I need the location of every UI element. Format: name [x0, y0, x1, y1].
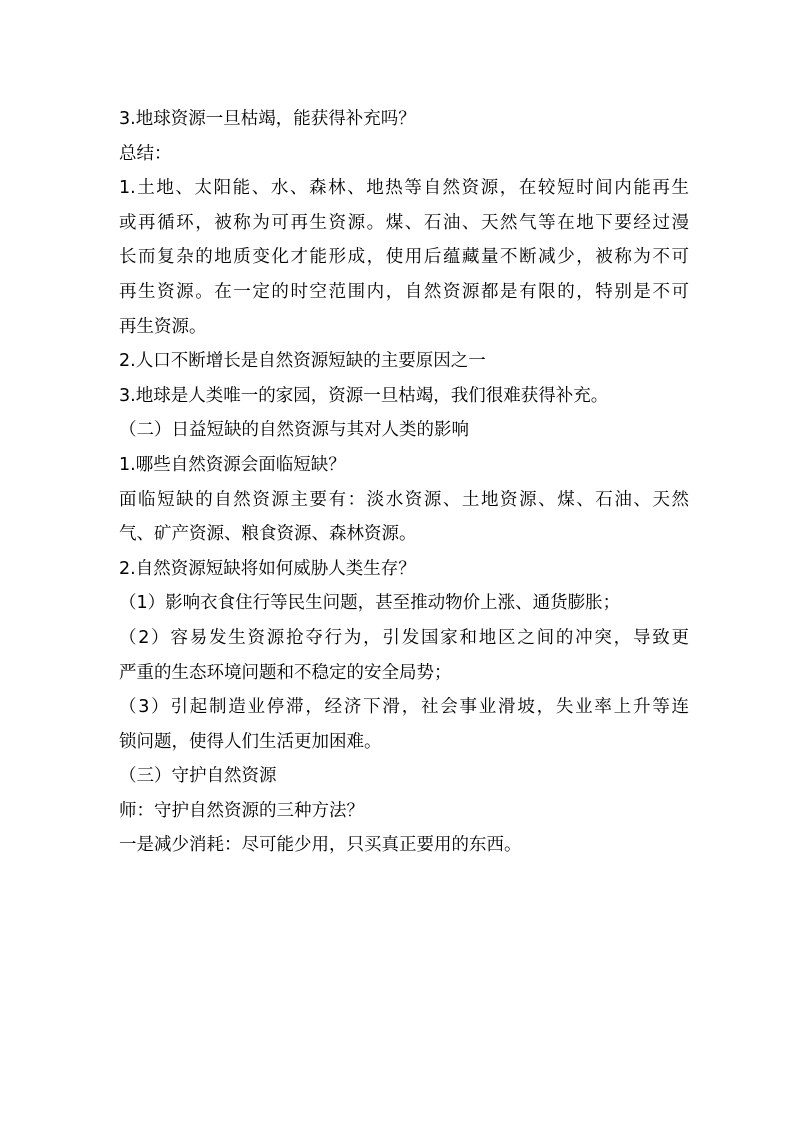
section-2-answer-1-line-1: 面临短缺的自然资源主要有：淡水资源、土地资源、煤、石油、天然 [119, 489, 689, 510]
summary-point-1-line-1: 1.土地、太阳能、水、森林、地热等自然资源，在较短时间内能再生 [119, 178, 689, 199]
summary-point-1-line-3: 长而复杂的地质变化才能形成，使用后蕴藏量不断减少，被称为不可 [119, 247, 689, 268]
section-2-answer-1-line-2: 气、矿产资源、粮食资源、森林资源。 [119, 524, 417, 545]
impact-item-3-line-2: 锁问题，使得人们生活更加困难。 [119, 731, 382, 752]
document-body [119, 102, 689, 863]
impact-item-2-line-1: （2）容易发生资源抢夺行为，引发国家和地区之间的冲突，导致更 [119, 627, 689, 648]
section-2-question-1: 1.哪些自然资源会面临短缺？ [119, 454, 346, 475]
method-1: 一是减少消耗：尽可能少用，只买真正要用的东西。 [119, 835, 522, 856]
summary-point-3: 3.地球是人类唯一的家园，资源一旦枯竭，我们很难获得补充。 [119, 385, 609, 406]
question-3-heading: 3.地球资源一旦枯竭，能获得补充吗？ [119, 109, 416, 129]
impact-item-3-line-1: （3）引起制造业停滞，经济下滑，社会事业滑坡，失业率上升等连 [119, 697, 689, 718]
summary-label: 总结： [119, 143, 172, 164]
summary-point-2: 2.人口不断增长是自然资源短缺的主要原因之一 [119, 351, 486, 372]
summary-point-1-line-2: 或再循环，被称为可再生资源。煤、石油、天然气等在地下要经过漫 [119, 212, 689, 233]
section-2-heading: （二）日益短缺的自然资源与其对人类的影响 [119, 420, 469, 441]
teacher-question: 师：守护自然资源的三种方法？ [119, 800, 364, 821]
impact-item-1: （1）影响衣食住行等民生问题，甚至推动物价上涨、通货膨胀； [119, 593, 621, 614]
section-2-question-2: 2.自然资源短缺将如何威胁人类生存？ [119, 558, 416, 579]
impact-item-2-line-2: 严重的生态环境问题和不稳定的安全局势； [119, 662, 452, 683]
summary-point-1-line-5: 再生资源。 [119, 316, 207, 337]
section-3-heading: （三）守护自然资源 [119, 766, 277, 787]
summary-point-1-line-4: 再生资源。在一定的时空范围内，自然资源都是有限的，特别是不可 [119, 281, 689, 302]
